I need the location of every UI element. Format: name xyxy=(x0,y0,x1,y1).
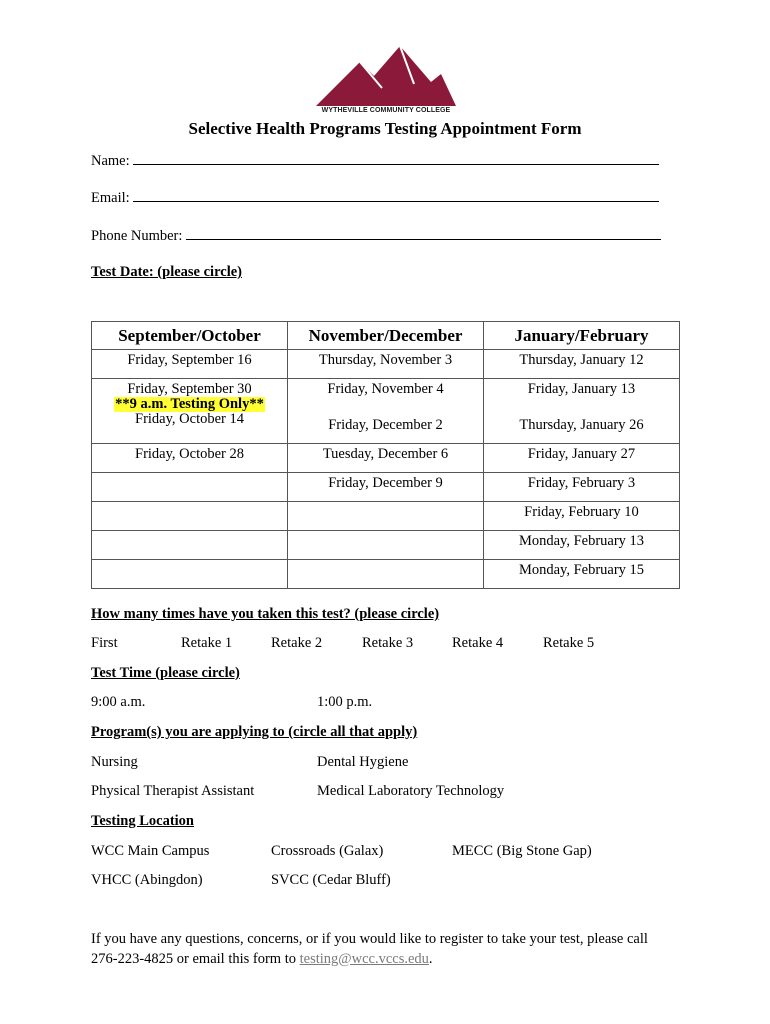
footer-phone-text: 276-223-4825 or email this form to xyxy=(91,951,300,967)
table-row xyxy=(92,350,680,379)
date-cell xyxy=(288,502,484,531)
attempt-option-retake-5[interactable]: Retake 5 xyxy=(543,635,595,651)
date-text: Friday, January 13 xyxy=(527,381,636,397)
date-cell xyxy=(92,473,288,502)
date-cell xyxy=(288,560,484,589)
date-cell xyxy=(288,531,484,560)
date-cell[interactable]: Friday, February 3 xyxy=(484,473,680,502)
phone-label: Phone Number: xyxy=(91,228,183,244)
name-label: Name: xyxy=(91,153,130,169)
attempt-option-retake-1[interactable]: Retake 1 xyxy=(181,635,233,651)
date-text: Friday, November 4 xyxy=(327,381,444,397)
table-row xyxy=(92,473,680,502)
table-row xyxy=(92,560,680,589)
location-option-svcc[interactable]: SVCC (Cedar Bluff) xyxy=(271,872,391,888)
location-option-vhcc[interactable]: VHCC (Abingdon) xyxy=(91,872,203,888)
column-header: September/October xyxy=(92,322,288,350)
date-cell[interactable]: Monday, February 15 xyxy=(484,560,680,589)
email-field[interactable] xyxy=(91,189,659,207)
email-link[interactable]: testing@wcc.vccs.edu xyxy=(299,951,429,967)
time-option-afternoon[interactable]: 1:00 p.m. xyxy=(317,694,373,710)
schedule-table xyxy=(91,321,680,589)
test-date-heading: Test Date: (please circle) xyxy=(91,264,242,280)
date-cell xyxy=(92,502,288,531)
date-cell[interactable]: Friday, December 9 xyxy=(288,473,484,502)
date-cell[interactable]: Tuesday, December 6 xyxy=(288,444,484,473)
date-cell[interactable]: Friday, February 10 xyxy=(484,502,680,531)
date-cell[interactable]: Friday, October 28 xyxy=(92,444,288,473)
table-row xyxy=(92,444,680,473)
column-header: November/December xyxy=(288,322,484,350)
attempt-option-retake-3[interactable]: Retake 3 xyxy=(362,635,414,651)
date-cell[interactable] xyxy=(288,379,484,444)
footer-contact xyxy=(91,951,433,968)
column-header: January/February xyxy=(484,322,680,350)
name-blank[interactable] xyxy=(133,152,659,165)
attempt-option-retake-4[interactable]: Retake 4 xyxy=(452,635,504,651)
footer-period: . xyxy=(428,951,433,967)
location-heading: Testing Location xyxy=(91,813,194,829)
program-option-nursing[interactable]: Nursing xyxy=(91,754,138,770)
attempt-option-first[interactable]: First xyxy=(91,635,118,651)
location-option-wcc[interactable]: WCC Main Campus xyxy=(91,843,210,859)
table-row xyxy=(92,379,680,444)
location-option-mecc[interactable]: MECC (Big Stone Gap) xyxy=(452,843,592,859)
date-cell[interactable]: Friday, January 27 xyxy=(484,444,680,473)
date-cell[interactable]: Thursday, January 12 xyxy=(484,350,680,379)
date-text: Friday, September 30 xyxy=(127,381,252,397)
date-text: Friday, December 2 xyxy=(328,417,443,433)
logo-text: WYTHEVILLE COMMUNITY COLLEGE xyxy=(321,107,451,114)
time-option-morning[interactable]: 9:00 a.m. xyxy=(91,694,146,710)
program-option-mlt[interactable]: Medical Laboratory Technology xyxy=(317,783,505,799)
program-option-dental-hygiene[interactable]: Dental Hygiene xyxy=(317,754,409,770)
page-title: Selective Health Programs Testing Appointment Form xyxy=(188,119,582,138)
table-row xyxy=(92,531,680,560)
test-time-heading: Test Time (please circle) xyxy=(91,665,240,681)
date-cell[interactable]: Friday, September 16 xyxy=(92,350,288,379)
email-blank[interactable] xyxy=(133,189,659,202)
mountain-logo-icon xyxy=(316,44,456,106)
date-cell xyxy=(92,531,288,560)
program-option-pta[interactable]: Physical Therapist Assistant xyxy=(91,783,255,799)
attempt-option-retake-2[interactable]: Retake 2 xyxy=(271,635,323,651)
location-option-crossroads[interactable]: Crossroads (Galax) xyxy=(271,843,384,859)
date-cell[interactable]: Thursday, November 3 xyxy=(288,350,484,379)
date-cell[interactable] xyxy=(484,379,680,444)
date-cell[interactable] xyxy=(92,379,288,444)
college-logo xyxy=(316,44,456,120)
programs-heading: Program(s) you are applying to (circle all that apply) xyxy=(91,724,418,740)
date-text: Friday, October 14 xyxy=(135,411,244,427)
date-text: Thursday, January 26 xyxy=(519,417,644,433)
phone-blank[interactable] xyxy=(186,227,661,240)
date-cell[interactable]: Monday, February 13 xyxy=(484,531,680,560)
email-label: Email: xyxy=(91,190,130,206)
name-field[interactable] xyxy=(91,152,659,170)
date-cell xyxy=(92,560,288,589)
testing-note-badge: **9 a.m. Testing Only** xyxy=(115,396,264,412)
footer-text: If you have any questions, concerns, or if you would like to register to take your test, please call xyxy=(91,931,648,947)
table-row xyxy=(92,502,680,531)
phone-field[interactable] xyxy=(91,227,661,245)
attempts-heading: How many times have you taken this test? (please circle) xyxy=(91,606,440,622)
